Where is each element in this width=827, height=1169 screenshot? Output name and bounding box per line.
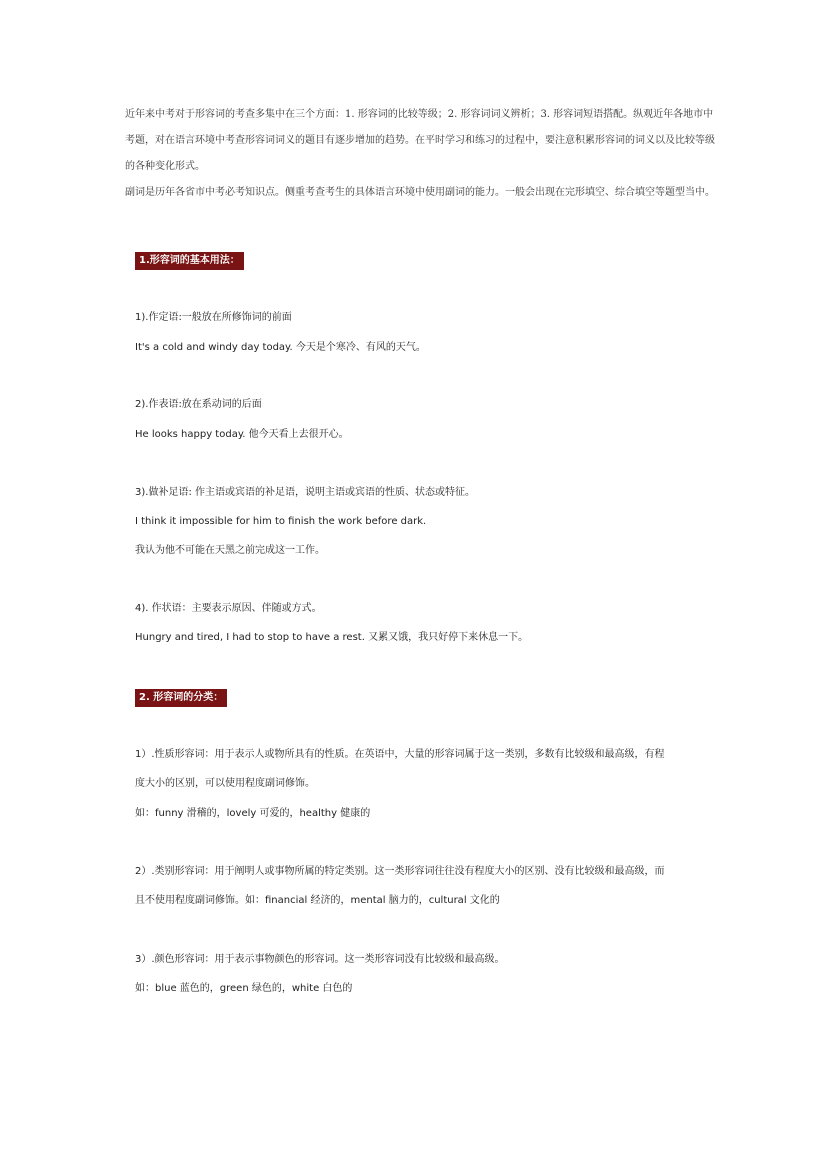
category-3-line-1: 3）.颜色形容词：用于表示事物颜色的形容词。这一类形容词没有比较级和最高级。 xyxy=(135,954,505,965)
usage-2-example: He looks happy today. 他今天看上去很开心。 xyxy=(135,429,349,440)
category-3-examples: 如：blue 蓝色的，green 绿色的，white 白色的 xyxy=(135,983,353,994)
category-1-line-1: 1）.性质形容词：用于表示人或物所具有的性质。在英语中，大量的形容词属于这一类别，多数有比较级和最高级，有程 xyxy=(135,749,665,760)
intro-paragraph-2: 副词是历年各省市中考必考知识点。侧重考查考生的具体语言环境中使用副词的能力。一般会出现在完形填空、综合填空等题型当中。 xyxy=(125,187,715,198)
intro-text xyxy=(125,102,715,206)
section-1-heading: 1.形容词的基本用法： xyxy=(135,252,244,270)
usage-3-example: I think it impossible for him to finish the work before dark. xyxy=(135,516,427,527)
usage-4-title: 4). 作状语：主要表示原因、伴随或方式。 xyxy=(135,603,322,614)
section-2-heading: 2. 形容词的分类： xyxy=(135,689,227,707)
usage-1-title: 1).作定语:一般放在所修饰词的前面 xyxy=(135,312,292,323)
intro-paragraph-1: 近年来中考对于形容词的考查多集中在三个方面：1. 形容词的比较等级；2. 形容词词义辨析；3. 形容词短语搭配。纵观近年各地市中考题，对在语言环境中考查形容词词义的题目有逐步增加的趋势。在平时学习和练习的过程中，要注意积累形容词的词义以及比较等级的各种变化形式。 xyxy=(125,109,715,172)
category-2-line-1: 2）.类别形容词：用于阐明人或事物所属的特定类别。这一类形容词往往没有程度大小的区别、没有比较级和最高级，而 xyxy=(135,866,665,877)
usage-1-example: It's a cold and windy day today. 今天是个寒冷、有风的天气。 xyxy=(135,342,426,353)
usage-3-title: 3).做补足语: 作主语或宾语的补足语，说明主语或宾语的性质、状态或特征。 xyxy=(135,487,475,498)
usage-3-translation: 我认为他不可能在天黑之前完成这一工作。 xyxy=(135,545,325,556)
usage-4-example: Hungry and tired, I had to stop to have a rest. 又累又饿，我只好停下来休息一下。 xyxy=(135,632,529,643)
category-2-line-2: 且不使用程度副词修饰。如：financial 经济的，mental 脑力的，cultural 文化的 xyxy=(135,895,500,906)
category-1-line-2: 度大小的区别，可以使用程度副词修饰。 xyxy=(135,778,315,789)
category-1-examples: 如：funny 滑稽的，lovely 可爱的，healthy 健康的 xyxy=(135,808,371,819)
usage-2-title: 2).作表语:放在系动词的后面 xyxy=(135,399,262,410)
